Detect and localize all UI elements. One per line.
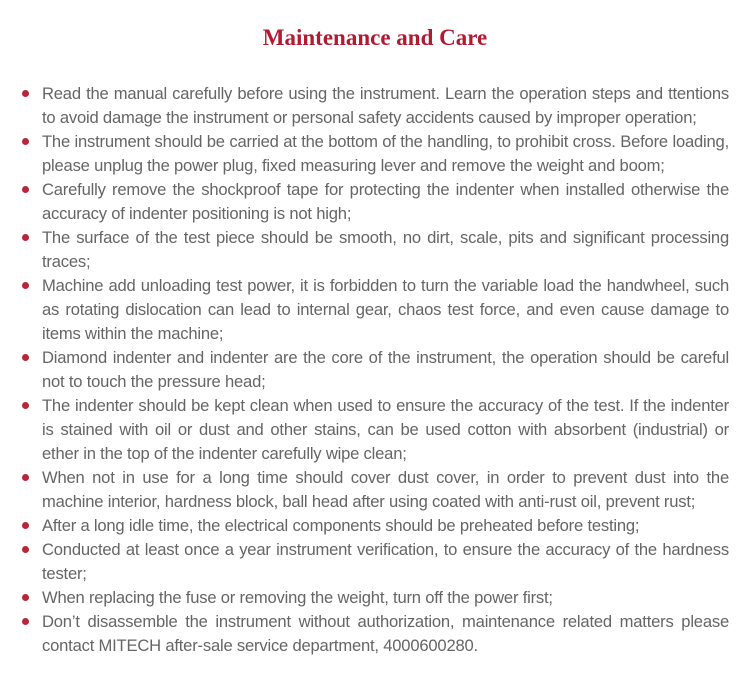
list-item-text: Diamond indenter and indenter are the core of the instrument, the operation should be careful not to touch the pressure head; (42, 348, 729, 391)
list-item-text: Don’t disassemble the instrument without authorization, maintenance related matters please contact MITECH after-sale service department, 4000600280. (42, 612, 729, 655)
list-item-text: Read the manual carefully before using the instrument. Learn the operation steps and ttentions to avoid damage the instrument or personal safety accidents caused by improper operation; (42, 84, 729, 127)
list-item (42, 226, 729, 274)
list-item (42, 586, 729, 610)
bullet-icon (22, 474, 29, 481)
list-item (42, 514, 729, 538)
list-item-text: The surface of the test piece should be smooth, no dirt, scale, pits and significant processing traces; (42, 228, 729, 271)
bullet-icon (22, 234, 29, 241)
bullet-icon (22, 90, 29, 97)
bullet-icon (22, 186, 29, 193)
bullet-icon (22, 402, 29, 409)
list-item-text: The instrument should be carried at the bottom of the handling, to prohibit cross. Before loading, please unplug the power plug, fixed measuring lever and remove the weight and boom; (42, 132, 729, 175)
bullet-icon (22, 546, 29, 553)
list-item (42, 610, 729, 658)
list-item-text: Machine add unloading test power, it is forbidden to turn the variable load the handwheel, such as rotating dislocation can lead to internal gear, chaos test force, and even cause damage to items within the machine; (42, 276, 729, 343)
bullet-icon (22, 522, 29, 529)
bullet-icon (22, 618, 29, 625)
list-item (42, 466, 729, 514)
list-item (42, 178, 729, 226)
list-item-text: After a long idle time, the electrical components should be preheated before testing; (42, 516, 640, 535)
list-item-text: Carefully remove the shockproof tape for protecting the indenter when installed otherwise the accuracy of indenter positioning is not high; (42, 180, 729, 223)
bullet-icon (22, 282, 29, 289)
list-item-text: When not in use for a long time should cover dust cover, in order to prevent dust into the machine interior, hardness block, ball head after using coated with anti-rust oil, prevent rust; (42, 468, 729, 511)
list-item (42, 346, 729, 394)
bullet-icon (22, 354, 29, 361)
list-item-text: Conducted at least once a year instrument verification, to ensure the accuracy of the hardness tester; (42, 540, 729, 583)
list-item-text: The indenter should be kept clean when used to ensure the accuracy of the test. If the indenter is stained with oil or dust and other stains, can be used cotton with absorbent (industrial) or ether in the top of the indenter carefully wipe clean; (42, 396, 729, 463)
maintenance-list (42, 82, 729, 658)
bullet-icon (22, 138, 29, 145)
page-title: Maintenance and Care (262, 25, 488, 50)
list-item (42, 394, 729, 466)
list-item (42, 274, 729, 346)
bullet-icon (22, 594, 29, 601)
list-item (42, 130, 729, 178)
list-item-text: When replacing the fuse or removing the weight, turn off the power first; (42, 588, 553, 607)
list-item (42, 82, 729, 130)
list-item (42, 538, 729, 586)
